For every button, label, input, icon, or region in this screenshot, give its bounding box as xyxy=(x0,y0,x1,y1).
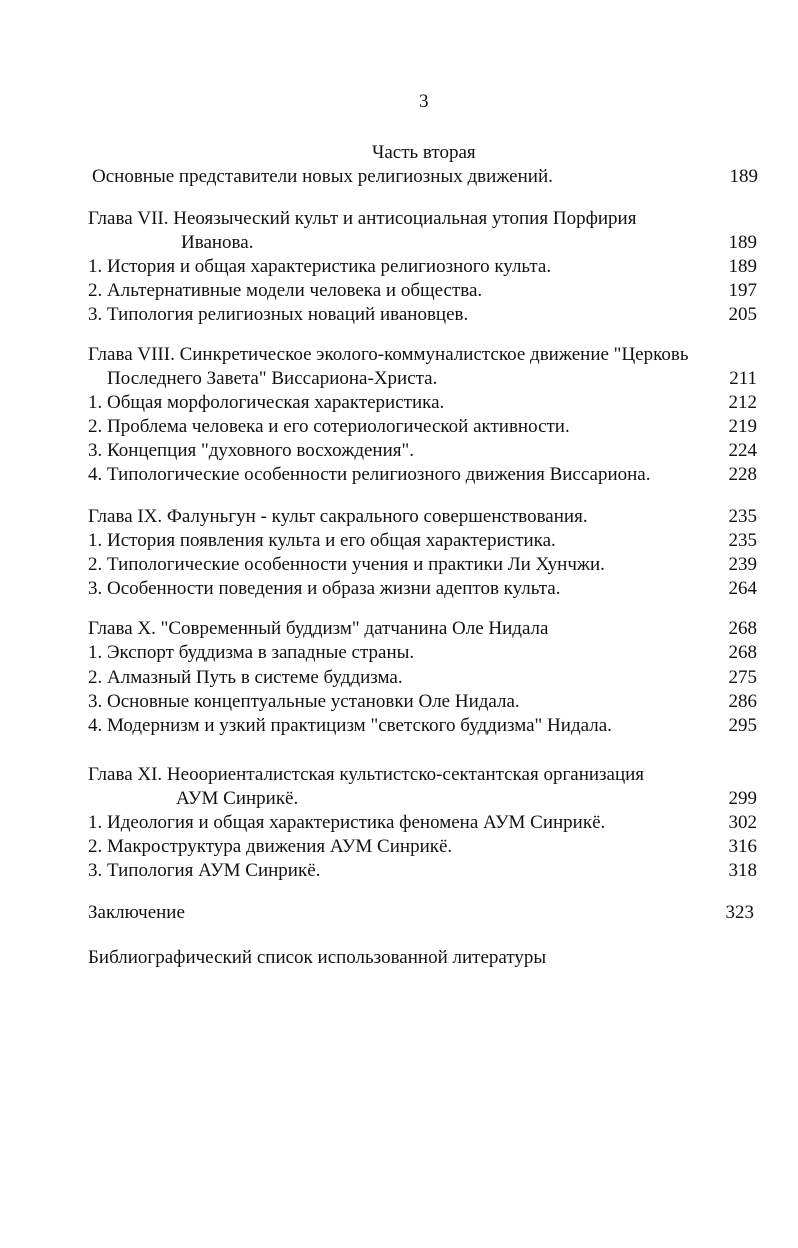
chapter-7-page: 189 xyxy=(728,232,757,253)
toc-item: 1. История появления культа и его общая характеристика. xyxy=(88,530,556,551)
toc-item-page: 295 xyxy=(728,715,757,736)
toc-item: 1. Экспорт буддизма в западные страны. xyxy=(88,642,415,663)
toc-item-page: 316 xyxy=(728,836,757,857)
toc-item-page: 239 xyxy=(728,554,757,575)
part-title-page: 189 xyxy=(729,166,758,187)
chapter-8-title: Глава VIII. Синкретическое эколого-коммуналистское движение "Церковь xyxy=(88,344,689,365)
toc-item-page: 224 xyxy=(728,440,757,461)
chapter-10-title: Глава X. "Современный буддизм" датчанина Оле Нидала xyxy=(88,618,549,639)
chapter-11-title-cont: АУМ Синрикё. xyxy=(176,788,299,809)
toc-item-page: 219 xyxy=(728,416,757,437)
toc-item-page: 205 xyxy=(728,304,757,325)
chapter-7-title-cont: Иванова. xyxy=(181,232,254,253)
chapter-9-title: Глава IX. Фалуньгун - культ сакрального совершенствования. xyxy=(88,506,588,527)
toc-item: 2. Проблема человека и его сотериологической активности. xyxy=(88,416,570,437)
part-title: Основные представители новых религиозных движений. xyxy=(92,166,553,187)
toc-item: 2. Алмазный Путь в системе буддизма. xyxy=(88,667,403,688)
chapter-11-title: Глава XI. Неоориенталистская культистско-сектантская организация xyxy=(88,764,645,785)
chapter-7-title: Глава VII. Неоязыческий культ и антисоциальная утопия Порфирия xyxy=(88,208,637,229)
toc-item-page: 302 xyxy=(728,812,757,833)
toc-item-page: 268 xyxy=(728,642,757,663)
chapter-8-title-cont: Последнего Завета" Виссариона-Христа. xyxy=(107,368,438,389)
chapter-11-page: 299 xyxy=(728,788,757,809)
toc-item-page: 286 xyxy=(728,691,757,712)
toc-item: 2. Типологические особенности учения и практики Ли Хунчжи. xyxy=(88,554,605,575)
toc-item: 3. Типология религиозных новаций ивановцев. xyxy=(88,304,469,325)
toc-item: 2. Альтернативные модели человека и общества. xyxy=(88,280,483,301)
toc-item: 4. Модернизм и узкий практицизм "светского буддизма" Нидала. xyxy=(88,715,612,736)
page-number: 3 xyxy=(419,91,429,112)
chapter-9-page: 235 xyxy=(728,506,757,527)
conclusion-title: Заключение xyxy=(88,902,185,923)
toc-item: 3. Концепция "духовного восхождения". xyxy=(88,440,415,461)
toc-item-page: 235 xyxy=(728,530,757,551)
toc-item-page: 228 xyxy=(728,464,757,485)
bibliography-title: Библиографический список использованной литературы xyxy=(88,947,547,968)
toc-item-page: 189 xyxy=(728,256,757,277)
chapter-10-page: 268 xyxy=(728,618,757,639)
toc-item: 3. Основные концептуальные установки Оле Нидала. xyxy=(88,691,520,712)
toc-item: 2. Макроструктура движения АУМ Синрикё. xyxy=(88,836,453,857)
toc-item: 3. Типология АУМ Синрикё. xyxy=(88,860,321,881)
chapter-8-page: 211 xyxy=(729,368,757,389)
part-label: Часть вторая xyxy=(372,142,476,163)
toc-item: 1. Идеология и общая характеристика феномена АУМ Синрикё. xyxy=(88,812,606,833)
toc-item: 1. История и общая характеристика религиозного культа. xyxy=(88,256,552,277)
toc-item-page: 197 xyxy=(728,280,757,301)
toc-item: 1. Общая морфологическая характеристика. xyxy=(88,392,445,413)
toc-item-page: 212 xyxy=(728,392,757,413)
toc-item-page: 275 xyxy=(728,667,757,688)
toc-item-page: 318 xyxy=(728,860,757,881)
conclusion-page: 323 xyxy=(725,902,754,923)
toc-item-page: 264 xyxy=(728,578,757,599)
toc-item: 4. Типологические особенности религиозного движения Виссариона. xyxy=(88,464,651,485)
toc-item: 3. Особенности поведения и образа жизни адептов культа. xyxy=(88,578,561,599)
